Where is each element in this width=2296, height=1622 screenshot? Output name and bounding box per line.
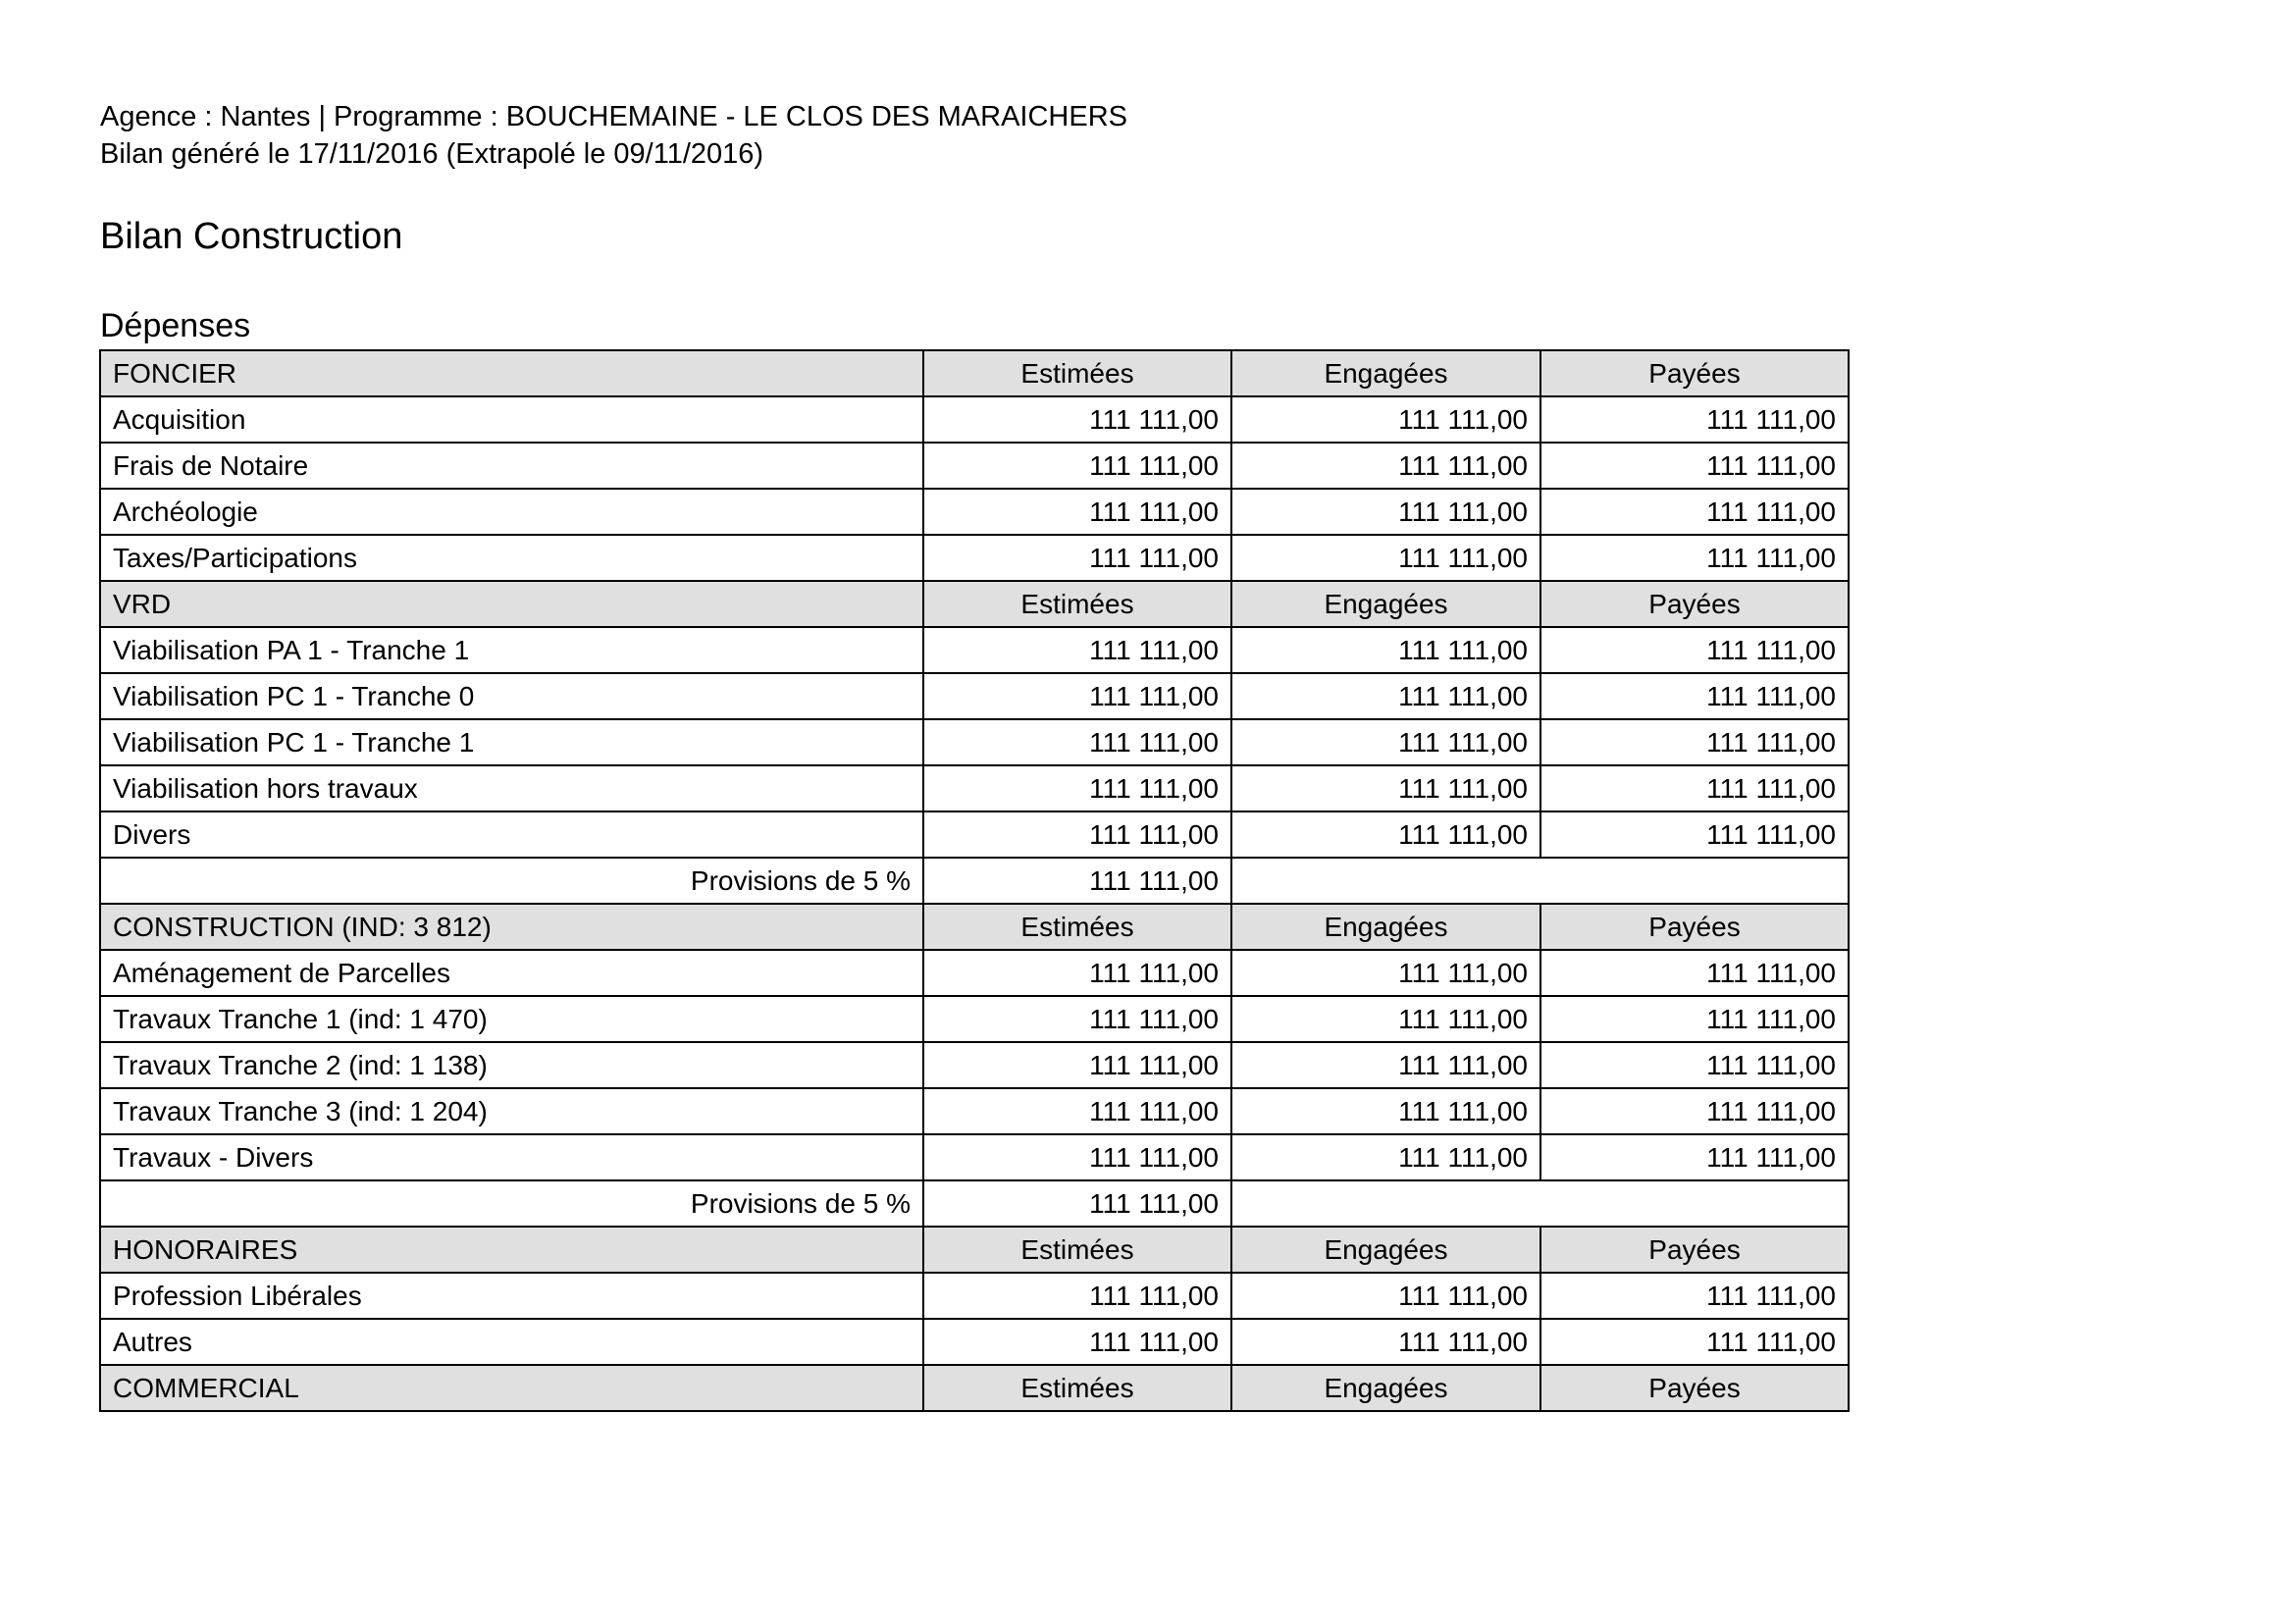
engagees-value: 111 111,00 [1231,627,1540,673]
provision-empty-cell [1231,858,1849,904]
estimees-value: 111 111,00 [923,396,1231,443]
group-name: VRD [100,581,923,627]
row-label: Travaux - Divers [100,1134,923,1180]
column-header-payees: Payées [1540,904,1849,950]
table-row [100,396,1849,443]
section-title: Dépenses [100,307,251,344]
row-label: Travaux Tranche 3 (ind: 1 204) [100,1088,923,1134]
payees-value: 111 111,00 [1540,627,1849,673]
payees-value: 111 111,00 [1540,535,1849,581]
column-header-payees: Payées [1540,350,1849,396]
engagees-value: 111 111,00 [1231,1273,1540,1319]
column-header-engagees: Engagées [1231,1365,1540,1411]
payees-value: 111 111,00 [1540,950,1849,996]
payees-value: 111 111,00 [1540,489,1849,535]
payees-value: 111 111,00 [1540,765,1849,811]
estimees-value: 111 111,00 [923,1088,1231,1134]
engagees-value: 111 111,00 [1231,489,1540,535]
column-header-engagees: Engagées [1231,581,1540,627]
column-header-engagees: Engagées [1231,904,1540,950]
group-header-row [100,350,1849,396]
row-label: Profession Libérales [100,1273,923,1319]
engagees-value: 111 111,00 [1231,996,1540,1042]
column-header-payees: Payées [1540,1227,1849,1273]
estimees-value: 111 111,00 [923,1134,1231,1180]
payees-value: 111 111,00 [1540,996,1849,1042]
column-header-estimees: Estimées [923,1227,1231,1273]
payees-value: 111 111,00 [1540,811,1849,858]
estimees-value: 111 111,00 [923,535,1231,581]
engagees-value: 111 111,00 [1231,535,1540,581]
column-header-estimees: Estimées [923,1365,1231,1411]
table-row [100,535,1849,581]
column-header-estimees: Estimées [923,581,1231,627]
group-header-row [100,904,1849,950]
engagees-value: 111 111,00 [1231,950,1540,996]
estimees-value: 111 111,00 [923,489,1231,535]
estimees-value: 111 111,00 [923,950,1231,996]
group-name: CONSTRUCTION (IND: 3 812) [100,904,923,950]
provision-row [100,858,1849,904]
group-name: HONORAIRES [100,1227,923,1273]
table-row [100,1319,1849,1365]
estimees-value: 111 111,00 [923,765,1231,811]
provision-value: 111 111,00 [923,1180,1231,1227]
group-header-row [100,1365,1849,1411]
table-row [100,1042,1849,1088]
table-row [100,811,1849,858]
engagees-value: 111 111,00 [1231,443,1540,489]
payees-value: 111 111,00 [1540,1273,1849,1319]
column-header-estimees: Estimées [923,904,1231,950]
row-label: Divers [100,811,923,858]
payees-value: 111 111,00 [1540,1134,1849,1180]
payees-value: 111 111,00 [1540,673,1849,719]
generation-date: Bilan généré le 17/11/2016 (Extrapolé le 09/11/2016) [100,138,764,170]
payees-value: 111 111,00 [1540,1088,1849,1134]
row-label: Travaux Tranche 2 (ind: 1 138) [100,1042,923,1088]
estimees-value: 111 111,00 [923,811,1231,858]
row-label: Aménagement de Parcelles [100,950,923,996]
engagees-value: 111 111,00 [1231,396,1540,443]
engagees-value: 111 111,00 [1231,673,1540,719]
engagees-value: 111 111,00 [1231,1042,1540,1088]
column-header-payees: Payées [1540,581,1849,627]
table-row [100,996,1849,1042]
engagees-value: 111 111,00 [1231,765,1540,811]
table-row [100,719,1849,765]
estimees-value: 111 111,00 [923,719,1231,765]
page-title: Bilan Construction [100,216,403,257]
group-name: FONCIER [100,350,923,396]
table-row [100,443,1849,489]
row-label: Travaux Tranche 1 (ind: 1 470) [100,996,923,1042]
payees-value: 111 111,00 [1540,443,1849,489]
payees-value: 111 111,00 [1540,719,1849,765]
table-row [100,627,1849,673]
engagees-value: 111 111,00 [1231,1319,1540,1365]
row-label: Taxes/Participations [100,535,923,581]
column-header-engagees: Engagées [1231,350,1540,396]
table-row [100,1088,1849,1134]
estimees-value: 111 111,00 [923,673,1231,719]
column-header-engagees: Engagées [1231,1227,1540,1273]
engagees-value: 111 111,00 [1231,719,1540,765]
row-label: Viabilisation PC 1 - Tranche 1 [100,719,923,765]
engagees-value: 111 111,00 [1231,811,1540,858]
row-label: Acquisition [100,396,923,443]
provision-value: 111 111,00 [923,858,1231,904]
estimees-value: 111 111,00 [923,443,1231,489]
row-label: Viabilisation PC 1 - Tranche 0 [100,673,923,719]
row-label: Autres [100,1319,923,1365]
estimees-value: 111 111,00 [923,627,1231,673]
payees-value: 111 111,00 [1540,1042,1849,1088]
payees-value: 111 111,00 [1540,396,1849,443]
estimees-value: 111 111,00 [923,1273,1231,1319]
expenses-table [99,349,1850,1412]
payees-value: 111 111,00 [1540,1319,1849,1365]
table-row [100,1273,1849,1319]
group-header-row [100,1227,1849,1273]
estimees-value: 111 111,00 [923,1319,1231,1365]
table-row [100,950,1849,996]
table-row [100,673,1849,719]
provision-empty-cell [1231,1180,1849,1227]
group-header-row [100,581,1849,627]
estimees-value: 111 111,00 [923,1042,1231,1088]
table-row [100,489,1849,535]
row-label: Archéologie [100,489,923,535]
group-name: COMMERCIAL [100,1365,923,1411]
engagees-value: 111 111,00 [1231,1088,1540,1134]
column-header-estimees: Estimées [923,350,1231,396]
programme-info: Agence : Nantes | Programme : BOUCHEMAINE - LE CLOS DES MARAICHERS [100,101,1128,132]
column-header-payees: Payées [1540,1365,1849,1411]
row-label: Viabilisation PA 1 - Tranche 1 [100,627,923,673]
row-label: Viabilisation hors travaux [100,765,923,811]
table-row [100,765,1849,811]
estimees-value: 111 111,00 [923,996,1231,1042]
provision-label: Provisions de 5 % [100,1180,923,1227]
provision-label: Provisions de 5 % [100,858,923,904]
row-label: Frais de Notaire [100,443,923,489]
engagees-value: 111 111,00 [1231,1134,1540,1180]
provision-row [100,1180,1849,1227]
table-row [100,1134,1849,1180]
